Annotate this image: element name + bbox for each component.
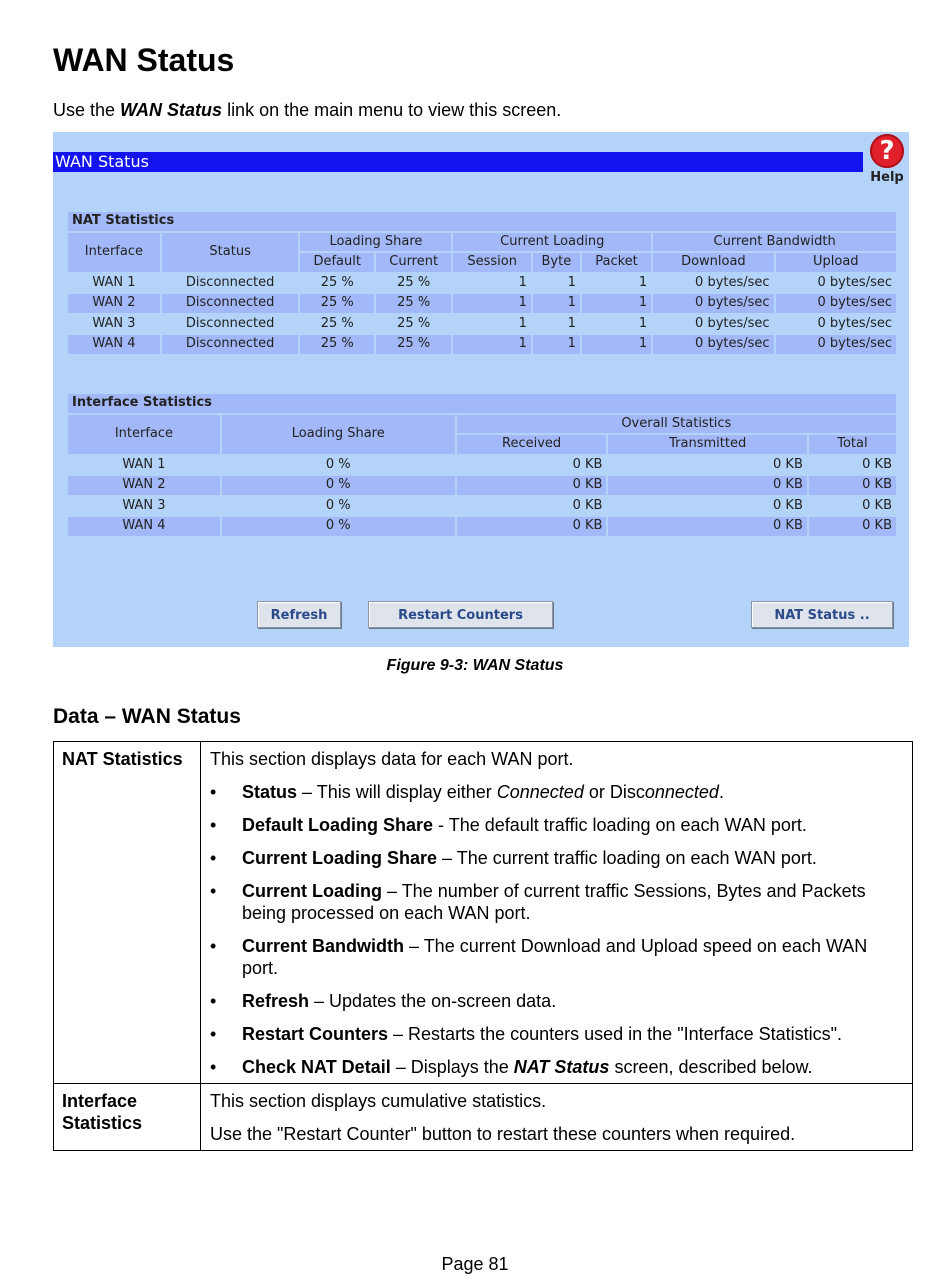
cell-loading-share: 0 % bbox=[222, 497, 455, 516]
cell-byte: 1 bbox=[533, 274, 580, 293]
screen-title-bar: WAN Status bbox=[53, 152, 863, 172]
col-total: Total bbox=[809, 435, 896, 454]
nat-description bbox=[201, 742, 913, 1084]
figure-caption: Figure 9-3: WAN Status bbox=[386, 657, 564, 674]
cell-transmitted: 0 KB bbox=[608, 517, 806, 536]
col-interface: Interface bbox=[68, 415, 220, 454]
restart-counters-button[interactable]: Restart Counters bbox=[368, 601, 553, 628]
nat-section-title: NAT Statistics bbox=[68, 212, 896, 231]
interface-line-1: This section displays cumulative statistics. bbox=[210, 1091, 547, 1111]
col-default: Default bbox=[300, 253, 373, 272]
bullet-icon: • bbox=[210, 936, 217, 956]
iface-row bbox=[68, 497, 896, 516]
cell-interface: WAN 3 bbox=[68, 497, 220, 516]
nat-intro: This section displays data for each WAN port. bbox=[210, 749, 574, 769]
wan-status-screenshot bbox=[53, 132, 909, 647]
help-icon[interactable]: ? bbox=[870, 134, 904, 168]
term: Check NAT Detail bbox=[242, 1057, 391, 1077]
data-description-table bbox=[53, 741, 913, 1151]
cell-received: 0 KB bbox=[457, 497, 607, 516]
refresh-button[interactable]: Refresh bbox=[257, 601, 341, 628]
nat-status-button[interactable]: NAT Status .. bbox=[751, 601, 893, 628]
cell-received: 0 KB bbox=[457, 456, 607, 475]
col-current-bandwidth: Current Bandwidth bbox=[653, 233, 896, 252]
page-title: WAN Status bbox=[53, 42, 235, 78]
cell-download: 0 bytes/sec bbox=[653, 294, 773, 313]
interface-description bbox=[201, 1084, 913, 1151]
term: Current Loading bbox=[242, 881, 382, 901]
interface-line-2: Use the "Restart Counter" button to restart these counters when required. bbox=[210, 1124, 796, 1144]
col-packet: Packet bbox=[582, 253, 651, 272]
cell-loading-share: 0 % bbox=[222, 517, 455, 536]
cell-current: 25 % bbox=[376, 294, 451, 313]
col-current: Current bbox=[376, 253, 451, 272]
col-received: Received bbox=[457, 435, 607, 454]
intro-after: link on the main menu to view this screen. bbox=[222, 100, 562, 120]
col-byte: Byte bbox=[533, 253, 580, 272]
nat-row bbox=[68, 315, 896, 334]
text: – The number of current traffic Sessions, Bytes and Packets being processed on each WAN port. bbox=[242, 881, 866, 923]
cell-session: 1 bbox=[453, 274, 531, 293]
cell-transmitted: 0 KB bbox=[608, 476, 806, 495]
list-item bbox=[210, 880, 904, 924]
bullet-icon: • bbox=[210, 782, 217, 802]
interface-label: Interface Statistics bbox=[54, 1084, 201, 1151]
cell-total: 0 KB bbox=[809, 517, 896, 536]
cell-current: 25 % bbox=[376, 274, 451, 293]
cell-interface: WAN 4 bbox=[68, 517, 220, 536]
cell-total: 0 KB bbox=[809, 456, 896, 475]
nat-label: NAT Statistics bbox=[54, 742, 201, 1084]
nat-statistics-table bbox=[66, 210, 898, 356]
list-item bbox=[210, 935, 904, 979]
cell-download: 0 bytes/sec bbox=[653, 315, 773, 334]
text: or Disc bbox=[583, 782, 645, 802]
cell-upload: 0 bytes/sec bbox=[776, 335, 896, 354]
cell-packet: 1 bbox=[582, 274, 651, 293]
term: Current Loading Share bbox=[242, 848, 438, 868]
text: – Displays the bbox=[390, 1057, 514, 1077]
col-session: Session bbox=[453, 253, 531, 272]
term-nat-status: NAT Status bbox=[513, 1057, 610, 1077]
cell-status: Disconnected bbox=[162, 294, 299, 313]
col-current-loading: Current Loading bbox=[453, 233, 651, 252]
cell-byte: 1 bbox=[533, 335, 580, 354]
intro-text bbox=[53, 100, 561, 121]
cell-interface: WAN 4 bbox=[68, 335, 160, 354]
nat-row bbox=[68, 274, 896, 293]
cell-transmitted: 0 KB bbox=[608, 456, 806, 475]
nat-bullet-list bbox=[210, 781, 904, 1078]
cell-status: Disconnected bbox=[162, 335, 299, 354]
text: screen, described below. bbox=[609, 1057, 813, 1077]
bullet-icon: • bbox=[210, 1024, 217, 1044]
col-interface: Interface bbox=[68, 233, 160, 272]
term: Default Loading Share bbox=[242, 815, 434, 835]
iface-row bbox=[68, 456, 896, 475]
interface-statistics-table bbox=[66, 392, 898, 538]
data-row-interface bbox=[54, 1084, 913, 1151]
help-button[interactable] bbox=[867, 134, 907, 185]
iface-row bbox=[68, 517, 896, 536]
iface-row bbox=[68, 476, 896, 495]
bullet-icon: • bbox=[210, 815, 217, 835]
term-connected: Connected bbox=[496, 782, 584, 802]
cell-default: 25 % bbox=[300, 335, 373, 354]
list-item bbox=[210, 781, 904, 803]
cell-download: 0 bytes/sec bbox=[653, 335, 773, 354]
term: Status bbox=[242, 782, 298, 802]
col-loading-share: Loading Share bbox=[222, 415, 455, 454]
bullet-icon: • bbox=[210, 991, 217, 1011]
cell-upload: 0 bytes/sec bbox=[776, 274, 896, 293]
col-upload: Upload bbox=[776, 253, 896, 272]
nat-row bbox=[68, 335, 896, 354]
col-loading-share: Loading Share bbox=[300, 233, 451, 252]
cell-packet: 1 bbox=[582, 335, 651, 354]
list-item bbox=[210, 1056, 904, 1078]
cell-default: 25 % bbox=[300, 315, 373, 334]
term-disconnected: onnected bbox=[644, 782, 719, 802]
text: – The current Download and Upload speed on each WAN port. bbox=[242, 936, 868, 978]
term: Current Bandwidth bbox=[242, 936, 404, 956]
cell-current: 25 % bbox=[376, 335, 451, 354]
nat-row bbox=[68, 294, 896, 313]
cell-session: 1 bbox=[453, 335, 531, 354]
cell-default: 25 % bbox=[300, 294, 373, 313]
bullet-icon: • bbox=[210, 1057, 217, 1077]
text: – The current traffic loading on each WAN port. bbox=[437, 848, 817, 868]
page-number: Page 81 bbox=[441, 1254, 509, 1274]
intro-link-name: WAN Status bbox=[120, 100, 223, 120]
text: – Updates the on-screen data. bbox=[309, 991, 557, 1011]
text: - The default traffic loading on each WAN port. bbox=[433, 815, 807, 835]
cell-interface: WAN 2 bbox=[68, 294, 160, 313]
cell-packet: 1 bbox=[582, 294, 651, 313]
cell-packet: 1 bbox=[582, 315, 651, 334]
cell-current: 25 % bbox=[376, 315, 451, 334]
help-label[interactable]: Help bbox=[870, 170, 904, 185]
cell-interface: WAN 1 bbox=[68, 274, 160, 293]
data-row-nat bbox=[54, 742, 913, 1084]
cell-interface: WAN 3 bbox=[68, 315, 160, 334]
cell-total: 0 KB bbox=[809, 497, 896, 516]
cell-byte: 1 bbox=[533, 294, 580, 313]
list-item bbox=[210, 1023, 904, 1045]
text: – Restarts the counters used in the "Interface Statistics". bbox=[388, 1024, 843, 1044]
cell-default: 25 % bbox=[300, 274, 373, 293]
cell-upload: 0 bytes/sec bbox=[776, 294, 896, 313]
iface-section-title: Interface Statistics bbox=[68, 394, 896, 413]
cell-upload: 0 bytes/sec bbox=[776, 315, 896, 334]
cell-transmitted: 0 KB bbox=[608, 497, 806, 516]
cell-interface: WAN 2 bbox=[68, 476, 220, 495]
cell-status: Disconnected bbox=[162, 274, 299, 293]
col-download: Download bbox=[653, 253, 773, 272]
list-item bbox=[210, 814, 904, 836]
cell-received: 0 KB bbox=[457, 476, 607, 495]
text: – This will display either bbox=[297, 782, 497, 802]
term: Refresh bbox=[242, 991, 310, 1011]
bullet-icon: • bbox=[210, 881, 217, 901]
list-item bbox=[210, 990, 904, 1012]
data-heading: Data – WAN Status bbox=[53, 705, 241, 728]
term: Restart Counters bbox=[242, 1024, 389, 1044]
cell-download: 0 bytes/sec bbox=[653, 274, 773, 293]
cell-loading-share: 0 % bbox=[222, 456, 455, 475]
cell-byte: 1 bbox=[533, 315, 580, 334]
cell-session: 1 bbox=[453, 294, 531, 313]
cell-interface: WAN 1 bbox=[68, 456, 220, 475]
intro-before: Use the bbox=[53, 100, 121, 120]
col-transmitted: Transmitted bbox=[608, 435, 806, 454]
cell-session: 1 bbox=[453, 315, 531, 334]
cell-status: Disconnected bbox=[162, 315, 299, 334]
col-overall-statistics: Overall Statistics bbox=[457, 415, 896, 434]
col-status: Status bbox=[162, 233, 299, 272]
text: . bbox=[718, 782, 724, 802]
list-item bbox=[210, 847, 904, 869]
cell-total: 0 KB bbox=[809, 476, 896, 495]
cell-loading-share: 0 % bbox=[222, 476, 455, 495]
bullet-icon: • bbox=[210, 848, 217, 868]
cell-received: 0 KB bbox=[457, 517, 607, 536]
